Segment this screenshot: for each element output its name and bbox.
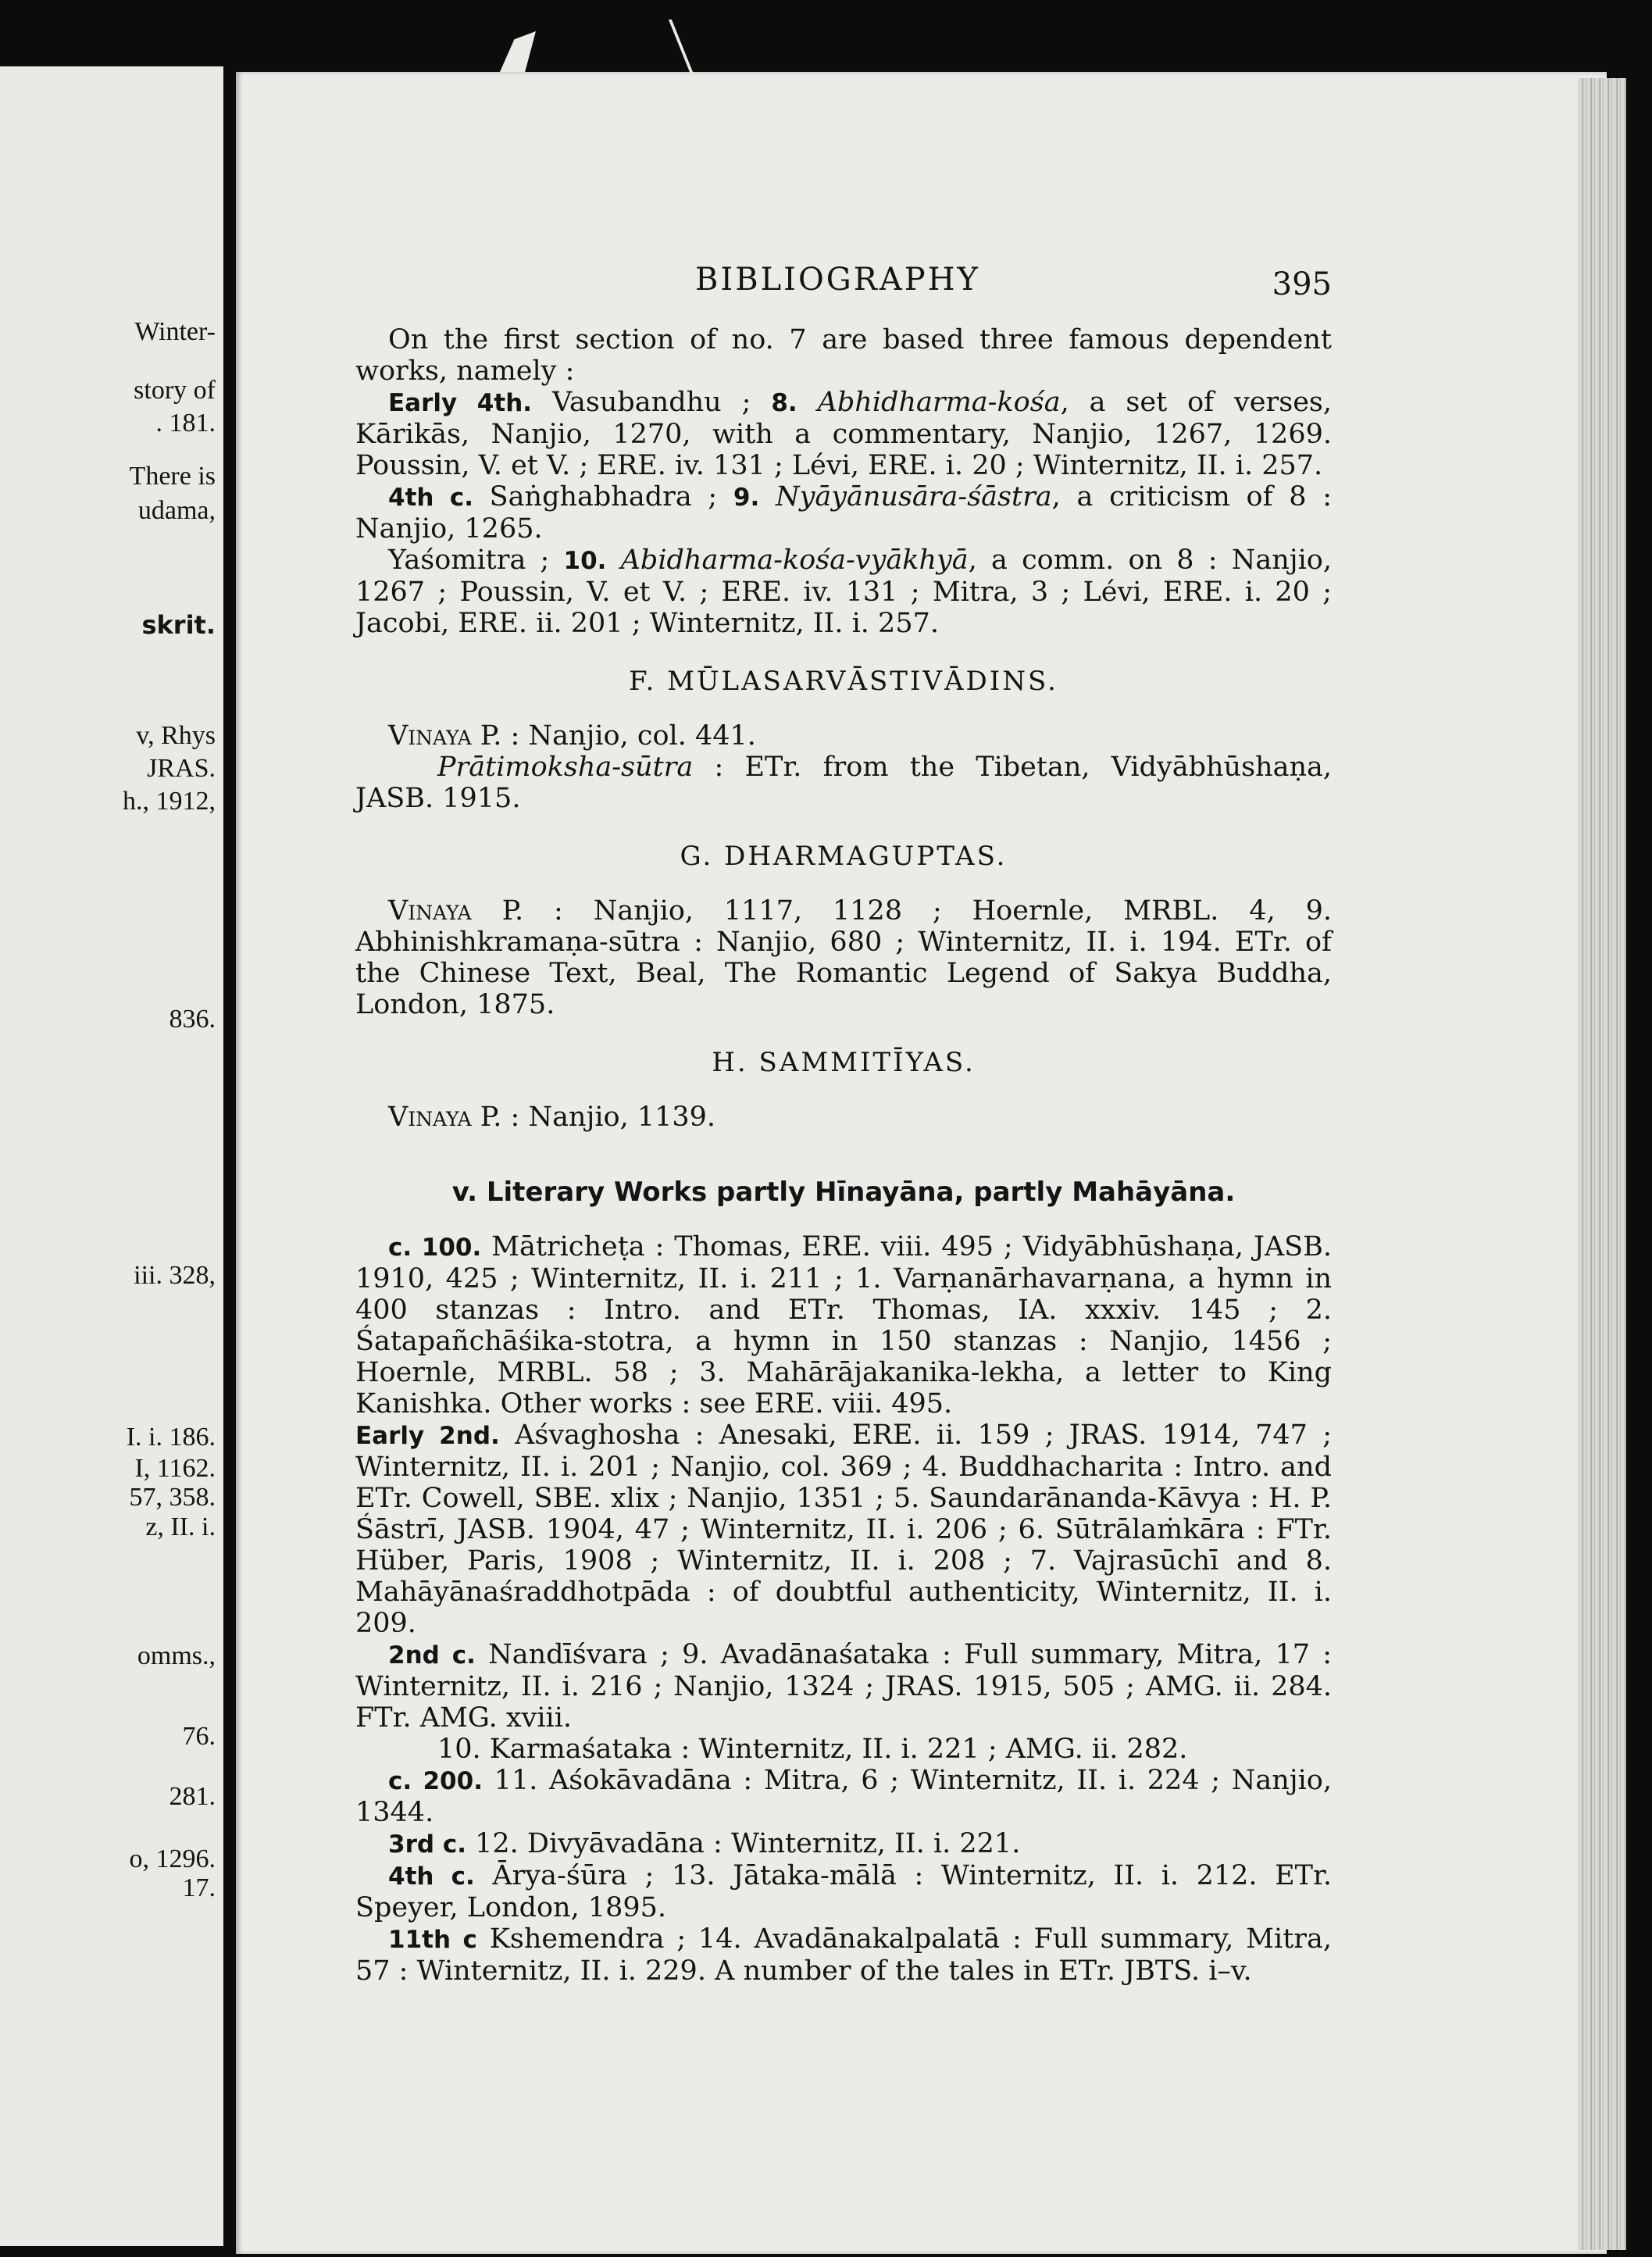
left-line: 57, 358. — [129, 1483, 216, 1512]
entry-date-label: 4th c. — [388, 1862, 475, 1891]
vinaya-text: Nanjio, 1117, 1128 ; Hoernle, MRBL. 4, 9. Abhinishkramaṇa-sūtra : Nanjio, 680 ; Winternitz, II. i. 194. ETr. of the Chinese Text, Beal, The Romantic Legend of Sakya Buddha, London, 1875. — [355, 895, 1332, 1020]
vinaya-label: Vinaya P. : — [388, 720, 520, 752]
left-line: JRAS. — [147, 754, 216, 783]
part-v-entries — [355, 1231, 1332, 1987]
entry-number: 10. — [563, 547, 607, 575]
section-f-sutra — [355, 752, 1332, 814]
section-h-heading: H. SAMMITĪYAS. — [712, 1047, 976, 1078]
bibliography-entry — [355, 481, 1332, 545]
bibliography-entry — [355, 1734, 1332, 1765]
left-line: omms., — [137, 1641, 216, 1670]
left-line: 281. — [169, 1782, 216, 1811]
bibliography-entry — [355, 1860, 1332, 1923]
entry-text: 12. Divyāvadāna : Winternitz, II. i. 221. — [466, 1828, 1021, 1859]
entry-text: Kshemendra ; 14. Avadānakalpalatā : Full summary, Mitra, 57 : Winternitz, II. i. 229. A number of the tales in ETr. JBTS. i–v. — [355, 1923, 1333, 1987]
entry-number: 9. — [733, 484, 760, 512]
torn-corner — [500, 31, 536, 72]
vinaya-label: Vinaya P. : — [388, 895, 563, 927]
entry-text: Aśvaghosha : Anesaki, ERE. ii. 159 ; JRAS. 1914, 747 ; Winternitz, II. i. 201 ; Nanjio, col. 369 ; 4. Buddhacharita : Intro. and ETr. Cowell, SBE. xlix ; Nanjio, 1351 ; 5. Saundarānanda-Kāvya : H. P. Śāstrī, JASB. 1904, 47 ; Winternitz, II. i. 206 ; 6. Sūtrālaṁkāra : FTr. Hüber, Paris, 1908 ; Winternitz, II. i. 208 ; 7. Vajrasūchī and 8. Mahāyānaśraddhotpāda : of doubtful authenticity, Winternitz, II. i. 209. — [355, 1420, 1332, 1639]
entry-space — [606, 545, 620, 576]
entry-date-label: Early 4th. — [388, 389, 533, 417]
entry-details: , a set of verses, Kārikās, Nanjio, 1270, with a commentary, Nanjio, 1267, 1269. Poussin, V. et V. ; ERE. iv. 131 ; Lévi, ERE. i. 20 ; Winternitz, II. i. 257. — [355, 387, 1332, 481]
bibliography-entry — [355, 1420, 1332, 1639]
entry-date-label: 2nd c. — [388, 1641, 476, 1670]
left-line: skrit. — [141, 610, 216, 640]
entry-details: , a criticism of 8 : Nanjio, 1265. — [355, 481, 1332, 545]
entry-author: Yaśomitra ; — [388, 545, 564, 576]
left-line: v, Rhys — [136, 721, 216, 750]
section-f-vinaya — [355, 720, 1332, 752]
entry-date-label: c. 200. — [388, 1767, 483, 1795]
entry-text: Ārya-śūra ; 13. Jātaka-mālā : Winternitz, II. i. 212. ETr. Speyer, London, 1895. — [355, 1860, 1332, 1923]
entry-text: 11. Aśokāvadāna : Mitra, 6 ; Winternitz, II. i. 224 ; Nanjio, 1344. — [355, 1765, 1332, 1828]
section-g-heading: G. DHARMAGUPTAS. — [680, 841, 1008, 872]
entry-author: Vasubandhu ; — [532, 387, 772, 418]
bibliography-entry — [355, 1231, 1332, 1420]
left-line: udama, — [137, 496, 216, 525]
entry-author: Saṅghabhadra ; — [473, 481, 733, 512]
section-g-vinaya — [355, 895, 1332, 1020]
intro-paragraph: On the first section of no. 7 are based three famous dependent works, namely : — [355, 324, 1332, 387]
vinaya-text: Nanjio, col. 441. — [519, 720, 756, 752]
left-page-fragment — [0, 66, 223, 2246]
left-line: h., 1912, — [123, 787, 216, 816]
entry-date-label: c. 100. — [388, 1234, 482, 1262]
entry-date-label: 11th c — [388, 1926, 477, 1954]
bibliography-entry — [355, 1923, 1332, 1987]
bibliography-entry — [355, 545, 1332, 639]
left-line: iii. 328, — [134, 1261, 216, 1290]
left-line: 836. — [169, 1005, 216, 1034]
bibliography-entry — [355, 387, 1332, 481]
left-line: I. i. 186. — [126, 1423, 216, 1452]
entry-date-label: 4th c. — [388, 484, 473, 512]
section-f-heading: F. MŪLASARVĀSTIVĀDINS. — [629, 666, 1058, 697]
left-line: Winter- — [134, 317, 216, 346]
page-number: 395 — [1272, 266, 1332, 302]
left-line: 76. — [182, 1722, 216, 1751]
section-e-entries — [355, 387, 1332, 639]
running-head — [355, 262, 1332, 309]
entry-number: 8. — [771, 389, 797, 417]
left-line: story of — [134, 376, 216, 405]
page-edges — [1578, 78, 1626, 2250]
left-line: . 181. — [155, 409, 216, 437]
page-body — [355, 324, 1332, 1987]
entry-details: , a comm. on 8 : Nanjio, 1267 ; Poussin, V. et V. ; ERE. iv. 131 ; Mitra, 3 ; Lévi, ERE. i. 20 ; Jacobi, ERE. ii. 201 ; Winternitz, II. i. 257. — [355, 545, 1332, 639]
sutra-text: : ETr. from the Tibetan, Vidyābhūshaṇa, JASB. 1915. — [355, 752, 1332, 814]
entry-space — [759, 481, 776, 512]
entry-text: Nandīśvara ; 9. Avadānaśataka : Full summary, Mitra, 17 : Winternitz, II. i. 216 ; Nanjio, 1324 ; JRAS. 1915, 505 ; AMG. ii. 284. FTr. AMG. xviii. — [355, 1639, 1332, 1734]
entry-text: Mātricheṭa : Thomas, ERE. viii. 495 ; Vidyābhūshaṇa, JASB. 1910, 425 ; Winternitz, II. i. 211 ; 1. Varṇanārhavarṇana, a hymn in 400 stanzas : Intro. and ETr. Thomas, IA. xxxiv. 145 ; 2. Śatapañchāśika-stotra, a hymn in 150 stanzas : Nanjio, 1456 ; Hoernle, MRBL. 58 ; 3. Mahārājakanika-lekha, a letter to King Kanishka. Other works : see ERE. viii. 495. — [355, 1231, 1332, 1420]
section-h-vinaya — [355, 1102, 1332, 1133]
left-line: z, II. i. — [145, 1512, 216, 1541]
sutra-title: Prātimoksha-sūtra — [437, 752, 694, 783]
left-line: o, 1296. — [129, 1845, 216, 1873]
left-line: 17. — [182, 1873, 216, 1902]
bibliography-entry — [355, 1639, 1332, 1734]
scan-mark — [669, 20, 709, 74]
page-title: BIBLIOGRAPHY — [695, 262, 980, 298]
entry-date-label: Early 2nd. — [355, 1422, 500, 1450]
entry-title: Nyāyānusāra-śāstra — [775, 481, 1052, 512]
left-line: There is — [129, 462, 216, 491]
bibliography-entry — [355, 1828, 1332, 1860]
vinaya-text: Nanjio, 1139. — [519, 1102, 716, 1133]
bibliography-entry — [355, 1765, 1332, 1828]
entry-space — [797, 387, 818, 418]
entry-date-label: 3rd c. — [388, 1830, 466, 1859]
part-v-heading: v. Literary Works partly Hīnayāna, partly Mahāyāna. — [451, 1177, 1236, 1208]
entry-title: Abhidharma-kośa — [817, 387, 1061, 418]
entry-title: Abidharma-kośa-vyākhyā — [620, 545, 969, 576]
entry-text: 10. Karmaśataka : Winternitz, II. i. 221 ; AMG. ii. 282. — [437, 1734, 1188, 1765]
vinaya-label: Vinaya P. : — [388, 1102, 520, 1133]
left-line: I, 1162. — [134, 1454, 216, 1483]
